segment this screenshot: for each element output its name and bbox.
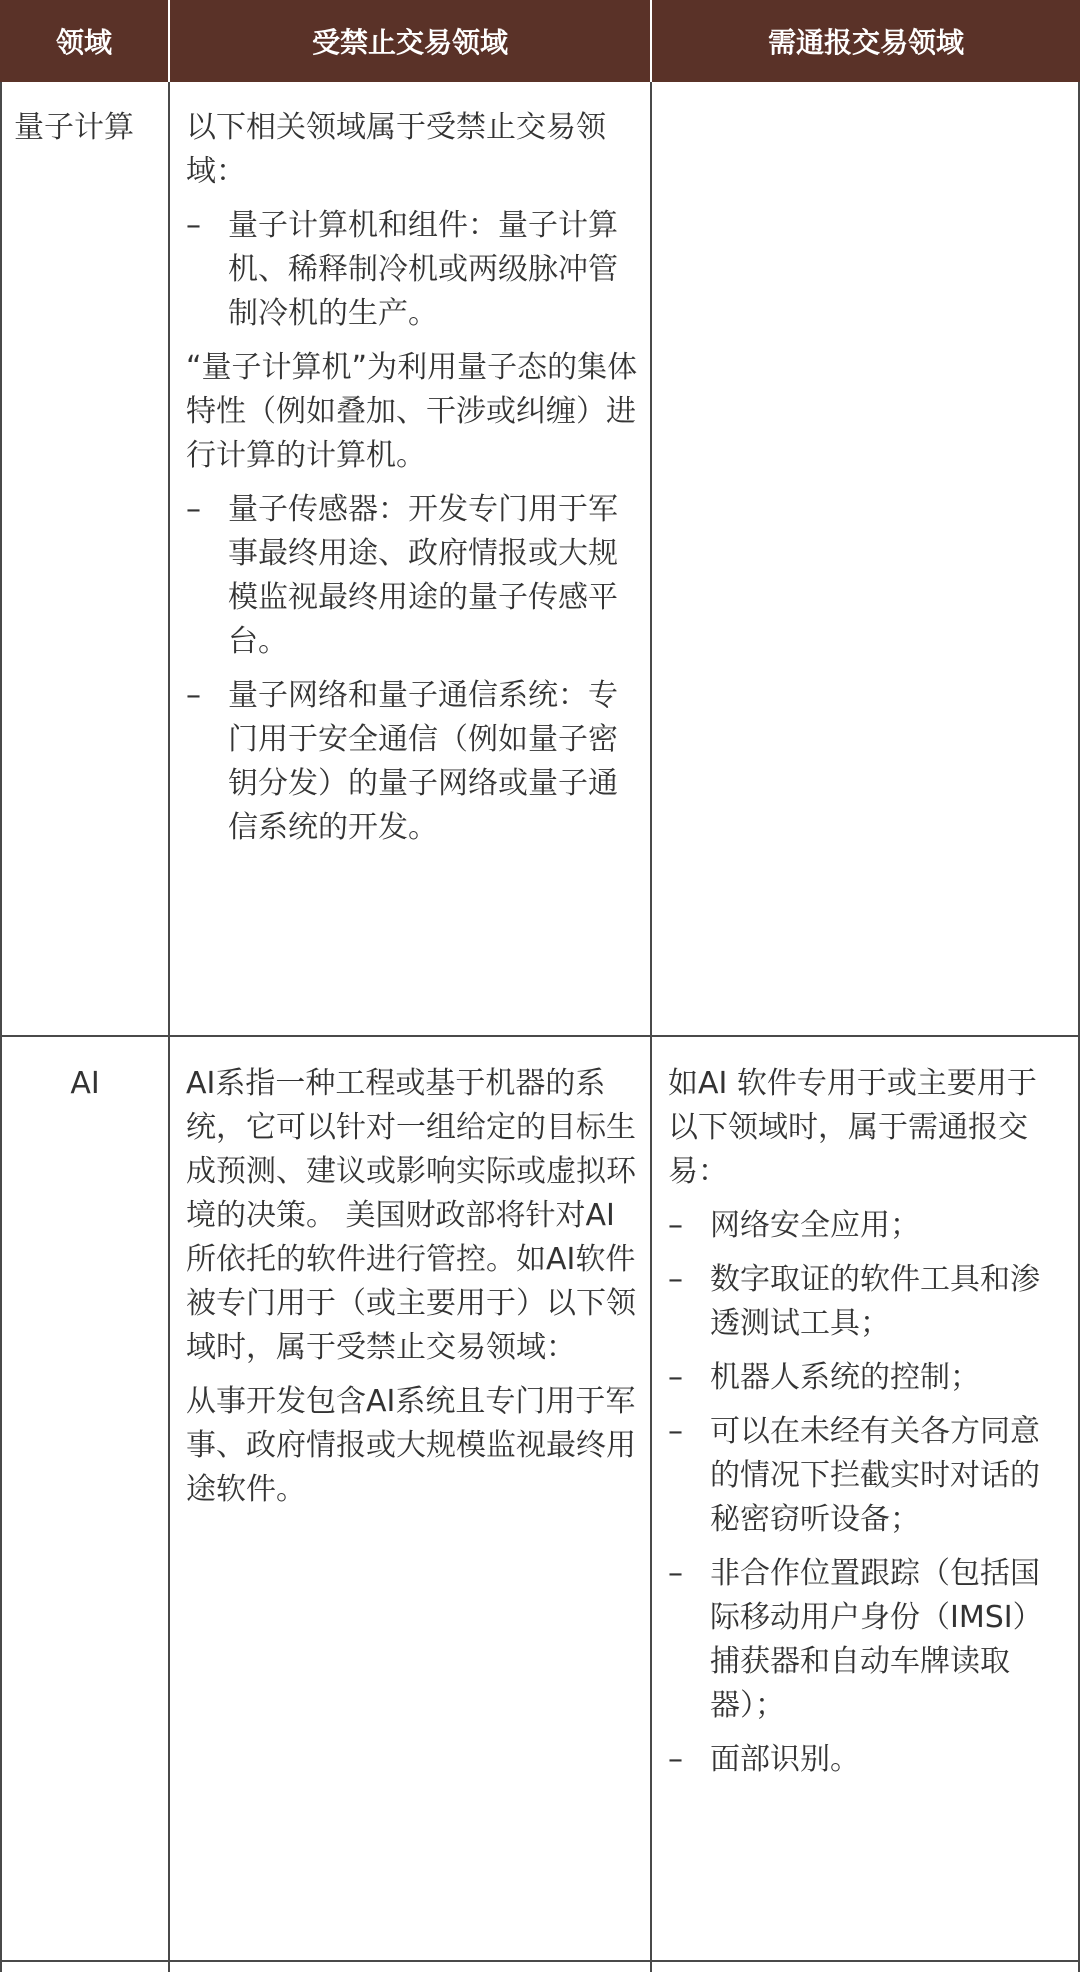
quantum-item-sensors: 量子传感器：开发专门用于军事最终用途、政府情报或大规模监视最终用途的量子传感平台。 (228, 492, 618, 659)
header-notifiable: 需通报交易领域 (767, 26, 964, 59)
quantum-item-networks: 量子网络和量子通信系统：专门用于安全通信（例如量子密钥分发）的量子网络或量子通信系统的开发。 (228, 678, 618, 845)
list-item (186, 674, 638, 850)
row-quantum-prohibited (186, 106, 638, 860)
bullet-dash: – (668, 1742, 683, 1777)
ai-notifiable-item: 机器人系统的控制； (710, 1360, 980, 1395)
list-item (668, 1410, 1066, 1542)
bullet-dash: – (186, 492, 201, 527)
ai-notifiable-item: 数字取证的软件工具和渗透测试工具； (710, 1262, 1040, 1341)
grid-line (650, 82, 652, 1972)
list-item (186, 488, 638, 664)
quantum-item-computers: 量子计算机和组件：量子计算机、稀释制冷机或两级脉冲管制冷机的生产。 (228, 208, 618, 331)
header-prohibited: 受禁止交易领域 (311, 26, 508, 59)
ai-notifiable-item: 可以在未经有关各方同意的情况下拦截实时对话的秘密窃听设备； (710, 1414, 1040, 1537)
bullet-dash: – (668, 1360, 683, 1395)
bullet-dash: – (668, 1556, 683, 1591)
list-item (668, 1552, 1066, 1728)
row-quantum-domain: 量子计算 (14, 110, 134, 145)
ai-notifiable-item: 网络安全应用； (710, 1208, 920, 1243)
list-item (668, 1738, 1066, 1782)
bullet-dash: – (668, 1262, 683, 1297)
bullet-dash: – (668, 1414, 683, 1449)
row-ai-notifiable (668, 1062, 1066, 1792)
grid-line (0, 82, 2, 1972)
bullet-dash: – (186, 678, 201, 713)
ai-notifiable-intro: 如AI 软件专用于或主要用于以下领域时，属于需通报交易： (668, 1066, 1037, 1189)
ai-prohibited-intro: AI系指一种工程或基于机器的系统，它可以针对一组给定的目标生成预测、建议或影响实际或虚拟环境的决策。 美国财政部将针对AI所依托的软件进行管控。如AI软件被专门用于（或主要用于）以下领域时，属于受禁止交易领域： (186, 1066, 636, 1365)
ai-prohibited-detail: 从事开发包含AI系统且专门用于军事、政府情报或大规模监视最终用途软件。 (186, 1384, 636, 1507)
row-ai-domain: AI (70, 1066, 100, 1101)
quantum-intro: 以下相关领域属于受禁止交易领域： (186, 110, 606, 189)
list-item (668, 1356, 1066, 1400)
header-domain: 领域 (55, 26, 112, 59)
grid-line (168, 82, 170, 1972)
table-header (0, 0, 1080, 82)
ai-notifiable-item: 面部识别。 (710, 1742, 860, 1777)
list-item (668, 1258, 1066, 1346)
list-item (186, 204, 638, 336)
grid-line (0, 1035, 1080, 1037)
grid-line (0, 1960, 1080, 1962)
bullet-dash: – (668, 1208, 683, 1243)
ai-notifiable-item: 非合作位置跟踪（包括国际移动用户身份（IMSI）捕获器和自动车牌读取器）； (710, 1556, 1043, 1723)
bullet-dash: – (186, 208, 201, 243)
row-ai-prohibited (186, 1062, 638, 1522)
quantum-note: “量子计算机”为利用量子态的集体特性（例如叠加、干涉或纠缠）进行计算的计算机。 (186, 350, 638, 473)
list-item (668, 1204, 1066, 1248)
